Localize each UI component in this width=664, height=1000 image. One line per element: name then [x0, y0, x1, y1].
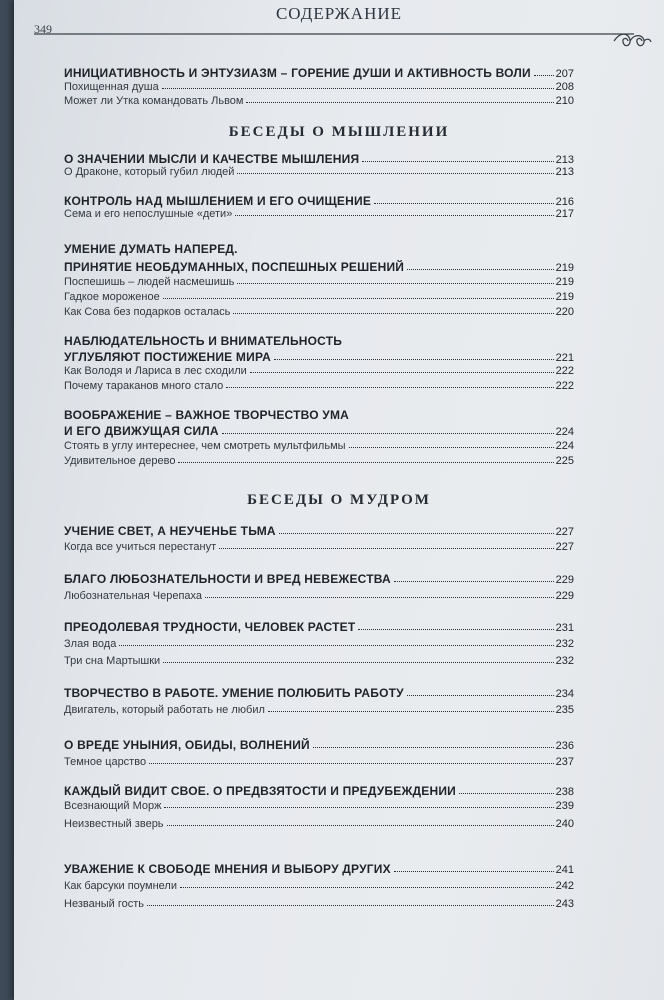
page-ref: 232	[555, 638, 574, 650]
story-entry	[64, 208, 574, 220]
dot-leader	[222, 433, 554, 434]
page-ref: 227	[555, 541, 574, 553]
dot-leader	[250, 372, 554, 373]
story-title: Удивительное дерево	[64, 455, 176, 467]
chapter-entry	[64, 152, 574, 166]
story-entry	[64, 306, 574, 318]
page-ref: 219	[555, 262, 574, 274]
chapter-title: БЛАГО ЛЮБОЗНАТЕЛЬНОСТИ И ВРЕД НЕВЕЖЕСТВА	[64, 572, 391, 586]
page-ref: 221	[555, 352, 574, 364]
story-entry	[64, 81, 574, 93]
story-entry	[64, 655, 574, 667]
dot-leader	[149, 763, 554, 764]
page-ref: 229	[555, 590, 574, 602]
dot-leader	[358, 629, 553, 630]
chapter-title: ПРЕОДОЛЕВАЯ ТРУДНОСТИ, ЧЕЛОВЕК РАСТЕТ	[64, 620, 356, 634]
dot-leader	[178, 462, 553, 463]
chapter-entry	[64, 572, 574, 586]
page-ref: 220	[555, 306, 574, 318]
chapter-title: О ЗНАЧЕНИИ МЫСЛИ И КАЧЕСТВЕ МЫШЛЕНИЯ	[64, 152, 360, 166]
page-ref: 224	[555, 440, 574, 452]
story-title: Когда все учиться перестанут	[64, 541, 217, 553]
dot-leader	[394, 581, 554, 582]
chapter-title: УГЛУБЛЯЮТ ПОСТИЖЕНИЕ МИРА	[64, 350, 271, 364]
dot-leader	[274, 359, 554, 360]
chapter-title: КОНТРОЛЬ НАД МЫШЛЕНИЕМ И ЕГО ОЧИЩЕНИЕ	[64, 194, 372, 208]
chapter-title: ТВОРЧЕСТВО В РАБОТЕ. УМЕНИЕ ПОЛЮБИТЬ РАБОТУ	[64, 686, 404, 700]
chapter-title: О ВРЕДЕ УНЫНИЯ, ОБИДЫ, ВОЛНЕНИЙ	[64, 738, 310, 752]
story-entry	[64, 880, 574, 892]
story-entry	[64, 800, 574, 812]
page-ref: 243	[555, 898, 574, 910]
story-title: Злая вода	[64, 638, 117, 650]
dot-leader	[180, 887, 554, 888]
dot-leader	[407, 269, 554, 270]
story-entry	[64, 756, 574, 768]
dot-leader	[268, 711, 554, 712]
dot-leader	[237, 283, 553, 284]
table-of-contents	[14, 0, 664, 1000]
page-ref: 222	[555, 365, 574, 377]
chapter-title-line1: ВООБРАЖЕНИЕ – ВАЖНОЕ ТВОРЧЕСТВО УМА	[64, 408, 350, 422]
story-title: Как Сова без подарков осталась	[64, 306, 231, 318]
dot-leader	[119, 645, 553, 646]
chapter-entry	[64, 350, 574, 364]
book-page	[14, 0, 664, 1000]
page-ref: 232	[555, 655, 574, 667]
chapter-entry	[64, 620, 574, 634]
dot-leader	[374, 203, 554, 204]
dot-leader	[162, 88, 554, 89]
dot-leader	[246, 102, 553, 103]
page-ref: 231	[555, 622, 574, 634]
chapter-entry	[64, 784, 574, 798]
page-ref: 222	[555, 380, 574, 392]
story-title: Неизвестный зверь	[64, 818, 164, 830]
page-ref: 219	[555, 291, 574, 303]
story-entry	[64, 638, 574, 650]
chapter-title-line1: НАБЛЮДАТЕЛЬНОСТЬ И ВНИМАТЕЛЬНОСТЬ	[64, 334, 343, 348]
page-ref: 239	[555, 800, 574, 812]
dot-leader	[349, 447, 554, 448]
story-title: Незваный гость	[64, 898, 145, 910]
story-title: Любознательная Черепаха	[64, 590, 203, 602]
story-title: Может ли Утка командовать Львом	[64, 95, 244, 107]
chapter-entry	[64, 260, 574, 274]
dot-leader	[459, 793, 554, 794]
page-ref: 229	[555, 574, 574, 586]
dot-leader	[163, 662, 553, 663]
page-ref: 236	[555, 740, 574, 752]
page-ref: 237	[555, 756, 574, 768]
chapter-title: ИНИЦИАТИВНОСТЬ И ЭНТУЗИАЗМ – ГОРЕНИЕ ДУШИ И АКТИВНОСТЬ ВОЛИ	[64, 66, 531, 80]
dot-leader	[279, 533, 554, 534]
chapter-entry	[64, 194, 574, 208]
dot-leader	[167, 825, 554, 826]
story-title: Три сна Мартышки	[64, 655, 161, 667]
story-title: Почему тараканов много стало	[64, 380, 224, 392]
chapter-entry	[64, 424, 574, 438]
chapter-title: УЧЕНИЕ СВЕТ, А НЕУЧЕНЬЕ ТЬМА	[64, 524, 276, 538]
page-header-title: СОДЕРЖАНИЕ	[275, 4, 403, 23]
story-title: Темное царство	[64, 756, 147, 768]
page-ref: 224	[555, 426, 574, 438]
chapter-entry	[64, 686, 574, 700]
page-ref: 238	[555, 786, 574, 798]
section-title: БЕСЕДЫ О МЫШЛЕНИИ	[228, 124, 450, 140]
dot-leader	[237, 173, 553, 174]
page-number: 349	[34, 22, 52, 36]
dot-leader	[226, 387, 553, 388]
page-ref: 241	[555, 864, 574, 876]
story-entry	[64, 276, 574, 288]
story-title: Как барсуки поумнели	[64, 880, 177, 892]
page-ref: 210	[555, 95, 574, 107]
page-ref: 207	[555, 68, 574, 80]
page-ref: 235	[555, 704, 574, 716]
page-ref: 217	[555, 208, 574, 220]
dot-leader	[407, 695, 554, 696]
page-ref: 225	[555, 455, 574, 467]
chapter-entry	[64, 862, 574, 876]
page-ref: 213	[555, 166, 574, 178]
story-entry	[64, 704, 574, 716]
story-entry	[64, 590, 574, 602]
dot-leader	[219, 548, 553, 549]
page-ref: 208	[555, 81, 574, 93]
chapter-title: УВАЖЕНИЕ К СВОБОДЕ МНЕНИЯ И ВЫБОРУ ДРУГИХ	[64, 862, 391, 876]
page-ref: 213	[555, 154, 574, 166]
page-ref: 234	[555, 688, 574, 700]
dot-leader	[233, 313, 553, 314]
section-title: БЕСЕДЫ О МУДРОМ	[247, 492, 431, 508]
story-title: Всезнающий Морж	[64, 800, 162, 812]
story-entry	[64, 898, 574, 910]
page-ref: 240	[555, 818, 574, 830]
story-entry	[64, 166, 574, 178]
page-ref: 219	[555, 276, 574, 288]
dot-leader	[313, 747, 554, 748]
dot-leader	[163, 298, 554, 299]
page-ref: 242	[555, 880, 574, 892]
story-entry	[64, 455, 574, 467]
story-title: Как Володя и Лариса в лес сходили	[64, 365, 247, 377]
story-title: Похищенная душа	[64, 81, 159, 93]
page-ref: 216	[555, 196, 574, 208]
story-entry	[64, 818, 574, 830]
story-title: Сема и его непослушные «дети»	[64, 208, 233, 220]
chapter-title: КАЖДЫЙ ВИДИТ СВОЕ. О ПРЕДВЗЯТОСТИ И ПРЕДУБЕЖДЕНИИ	[64, 784, 456, 798]
page-ref: 227	[555, 526, 574, 538]
story-entry	[64, 95, 574, 107]
story-title: О Драконе, который губил людей	[64, 166, 235, 178]
chapter-entry	[64, 738, 574, 752]
chapter-title: И ЕГО ДВИЖУЩАЯ СИЛА	[64, 424, 219, 438]
dot-leader	[394, 871, 554, 872]
dot-leader	[534, 75, 554, 76]
story-title: Стоять в углу интереснее, чем смотреть мультфильмы	[64, 440, 346, 452]
story-entry	[64, 365, 574, 377]
story-entry	[64, 380, 574, 392]
chapter-entry	[64, 524, 574, 538]
story-entry	[64, 291, 574, 303]
chapter-title: ПРИНЯТИЕ НЕОБДУМАННЫХ, ПОСПЕШНЫХ РЕШЕНИЙ	[64, 260, 405, 274]
story-title: Поспешишь – людей насмешишь	[64, 276, 235, 288]
story-title: Двигатель, который работать не любил	[64, 704, 265, 716]
dot-leader	[362, 161, 553, 162]
chapter-entry	[64, 66, 574, 80]
story-entry	[64, 541, 574, 553]
dot-leader	[205, 597, 554, 598]
dot-leader	[147, 905, 554, 906]
dot-leader	[235, 215, 553, 216]
story-entry	[64, 440, 574, 452]
dot-leader	[164, 807, 553, 808]
story-title: Гадкое мороженое	[64, 291, 160, 303]
chapter-title-line1: УМЕНИЕ ДУМАТЬ НАПЕРЕД.	[64, 242, 238, 256]
